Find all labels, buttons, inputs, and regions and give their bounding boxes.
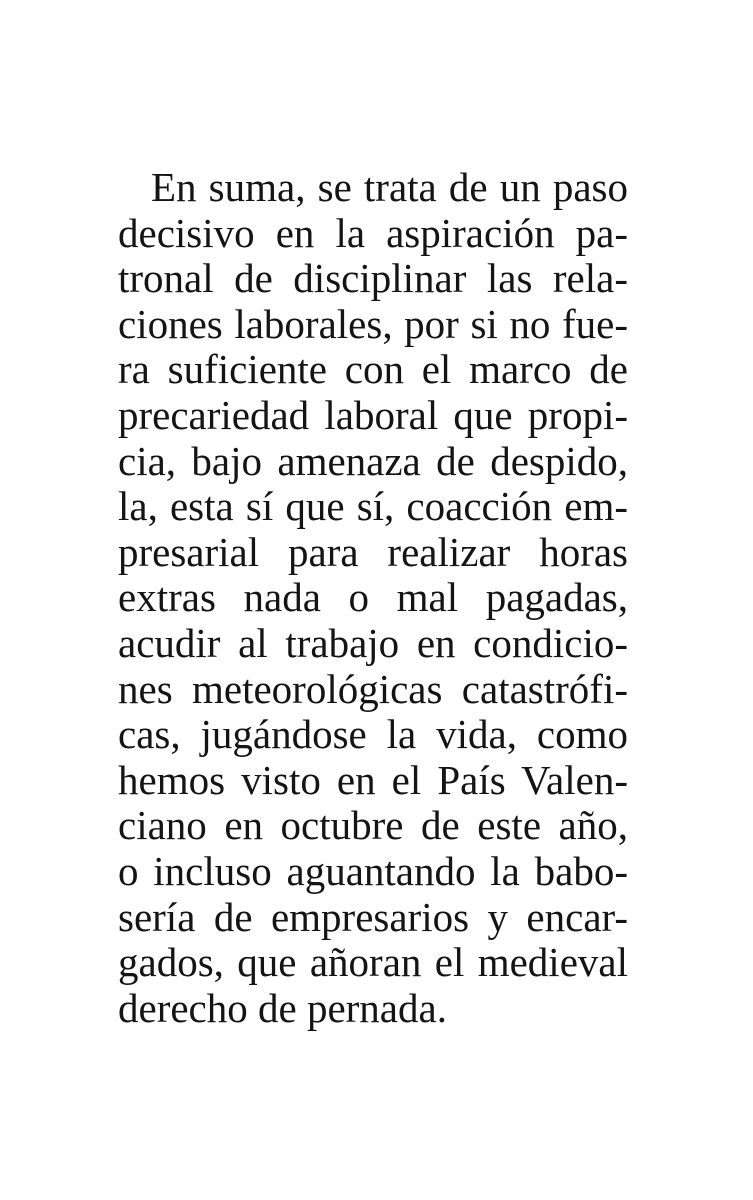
paragraph-line: cia, bajo amenaza de despido,	[118, 437, 628, 484]
paragraph-line: nes meteorológicas catastrófi-	[118, 665, 628, 712]
paragraph-line: decisivo en la aspiración pa-	[118, 209, 628, 256]
paragraph-line: hemos visto en el País Valen-	[118, 756, 628, 803]
paragraph-line: derecho de pernada.	[118, 984, 447, 1031]
paragraph-line: En suma, se trata de un paso	[151, 164, 628, 210]
paragraph-line: cas, jugándose la vida, como	[118, 711, 628, 758]
paragraph-line: extras nada o mal pagadas,	[118, 574, 628, 621]
paragraph-line: la, esta sí que sí, coacción em-	[118, 483, 628, 530]
paragraph-line: ciano en octubre de este año,	[118, 802, 628, 849]
paragraph-line: tronal de disciplinar las rela-	[118, 255, 628, 302]
paragraph-line: sería de empresarios y encar-	[118, 893, 628, 940]
body-paragraph	[118, 165, 628, 1031]
paragraph-line: o incluso aguantando la babo-	[118, 847, 628, 894]
paragraph-line: ra suficiente con el marco de	[118, 346, 628, 393]
paragraph-line: presarial para realizar horas	[118, 528, 628, 575]
paragraph-line: gados, que añoran el medieval	[118, 939, 628, 986]
paragraph-line: ciones laborales, por si no fue-	[118, 300, 628, 347]
paragraph-line: precariedad laboral que propi-	[118, 391, 628, 438]
paragraph-line: acudir al trabajo en condicio-	[118, 619, 628, 666]
